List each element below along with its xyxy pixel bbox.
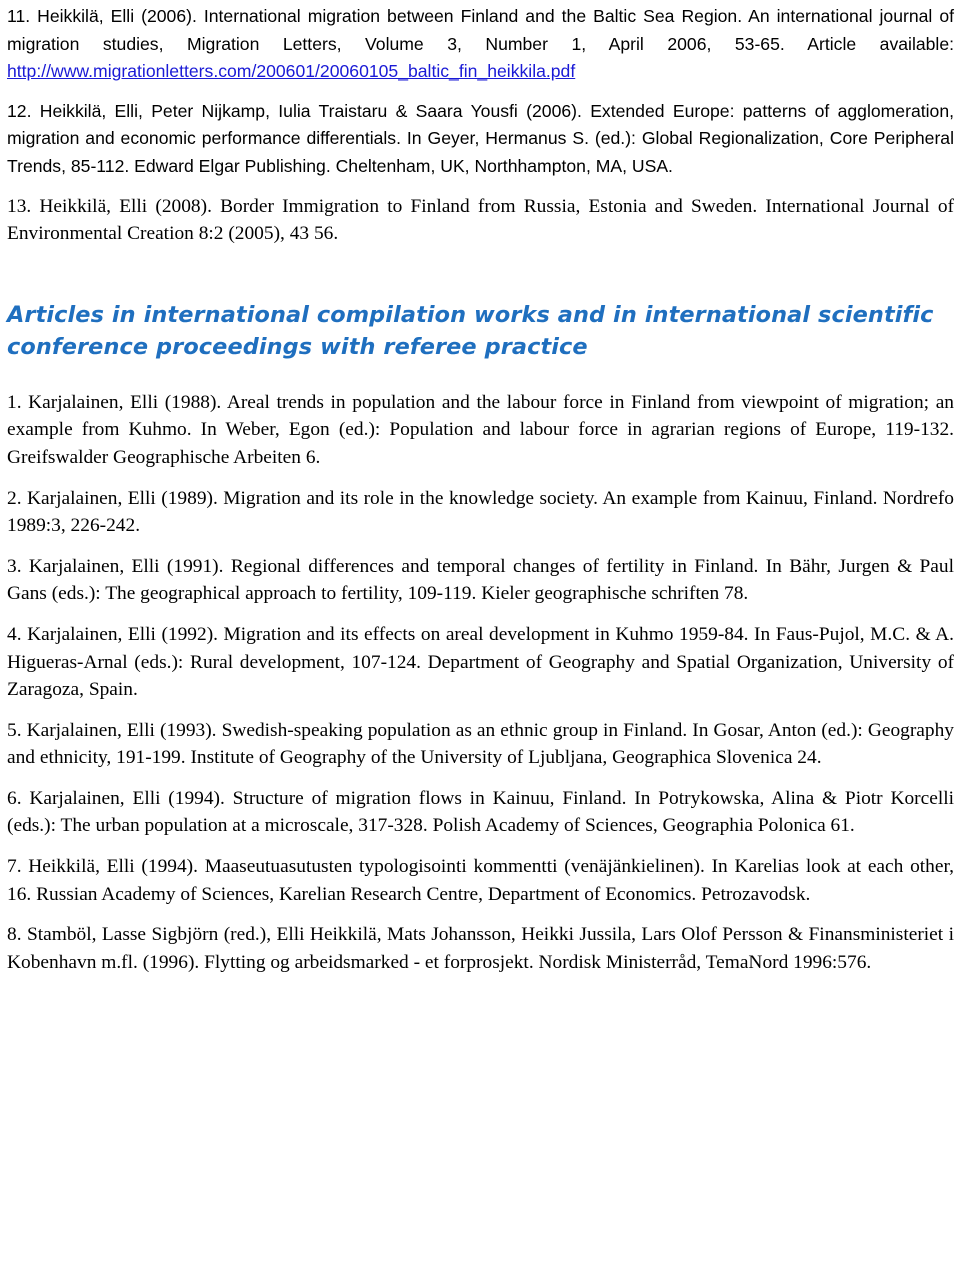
reference-entry-s1: 1. Karjalainen, Elli (1988). Areal trends in population and the labour force in Finland from viewpoint of migration; an example from Kuhmo. In Weber, Egon (ed.): Population and labour force in agrarian regions of Europe, 119-132. Greifswalder Geographische Arbeiten 6. bbox=[7, 391, 954, 468]
reference-entry-s4: 4. Karjalainen, Elli (1992). Migration and its effects on areal development in Kuhmo 1959-84. In Faus-Pujol, M.C. & A. Higueras-Arnal (eds.): Rural development, 107-124. Department of Geography and Spatial Organization, University of Zaragoza, Spain. bbox=[7, 623, 954, 701]
document-page bbox=[7, 3, 954, 976]
reference-entry-s7: 7. Heikkilä, Elli (1994). Maaseutuasutusten typologisointi kommentti (venäjänkielinen). In Karelias look at each other, 16. Russian Academy of Sciences, Karelian Research Centre, Department of Economics. Petrozavodsk. bbox=[7, 856, 954, 905]
reference-entry-11 bbox=[7, 3, 954, 86]
section-heading: Articles in international compilation works and in international scientific conference proceedings with referee practice bbox=[7, 301, 934, 360]
reference-entry-s2: 2. Karjalainen, Elli (1989). Migration and its role in the knowledge society. An example from Kainuu, Finland. Nordrefo 1989:3, 226-242. bbox=[7, 487, 954, 537]
article-link[interactable]: http://www.migrationletters.com/200601/20060105_baltic_fin_heikkila.pdf bbox=[7, 61, 576, 82]
reference-entry-s8: 8. Stamböl, Lasse Sigbjörn (red.), Elli Heikkilä, Mats Johansson, Heikki Jussila, Lars Olof Persson & Finansministeriet i Kobenhavn m.fl. (1996). Flytting og arbeidsmarked - et forprosjekt. Nordisk Ministerråd, TemaNord 1996:576. bbox=[7, 924, 954, 973]
reference-entry-12: 12. Heikkilä, Elli, Peter Nijkamp, Iulia Traistaru & Saara Yousfi (2006). Extended Europe: patterns of agglomeration, migration and economic performance differentials. In Geyer, Hermanus S. (ed.): Global Regionalization, Core Peripheral Trends, 85-112. Edward Elgar Publishing. Cheltenham, UK, Northhampton, MA, USA. bbox=[7, 100, 954, 176]
reference-entry-s6: 6. Karjalainen, Elli (1994). Structure of migration flows in Kainuu, Finland. In Potrykowska, Alina & Piotr Korcelli (eds.): The urban population at a microscale, 317-328. Polish Academy of Sciences, Geographia Polonica 61. bbox=[7, 787, 954, 837]
reference-entry-13: 13. Heikkilä, Elli (2008). Border Immigration to Finland from Russia, Estonia and Sweden. International Journal of Environmental Creation 8:2 (2005), 43 56. bbox=[7, 195, 954, 245]
reference-entry-s5: 5. Karjalainen, Elli (1993). Swedish-speaking population as an ethnic group in Finland. In Gosar, Anton (ed.): Geography and ethnicity, 191-199. Institute of Geography of the University of Ljubljana, Geographica Slovenica 24. bbox=[7, 719, 954, 769]
reference-entry-s3: 3. Karjalainen, Elli (1991). Regional differences and temporal changes of fertility in Finland. In Bähr, Jurgen & Paul Gans (eds.): The geographical approach to fertility, 109-119. Kieler geographische schriften 78. bbox=[7, 555, 954, 605]
reference-entry-11-text: 11. Heikkilä, Elli (2006). International migration between Finland and the Baltic Sea Region. An international journal of migration studies, Migration Letters, Volume 3, Number 1, April 2006, 53-65. Article available: bbox=[7, 6, 954, 54]
